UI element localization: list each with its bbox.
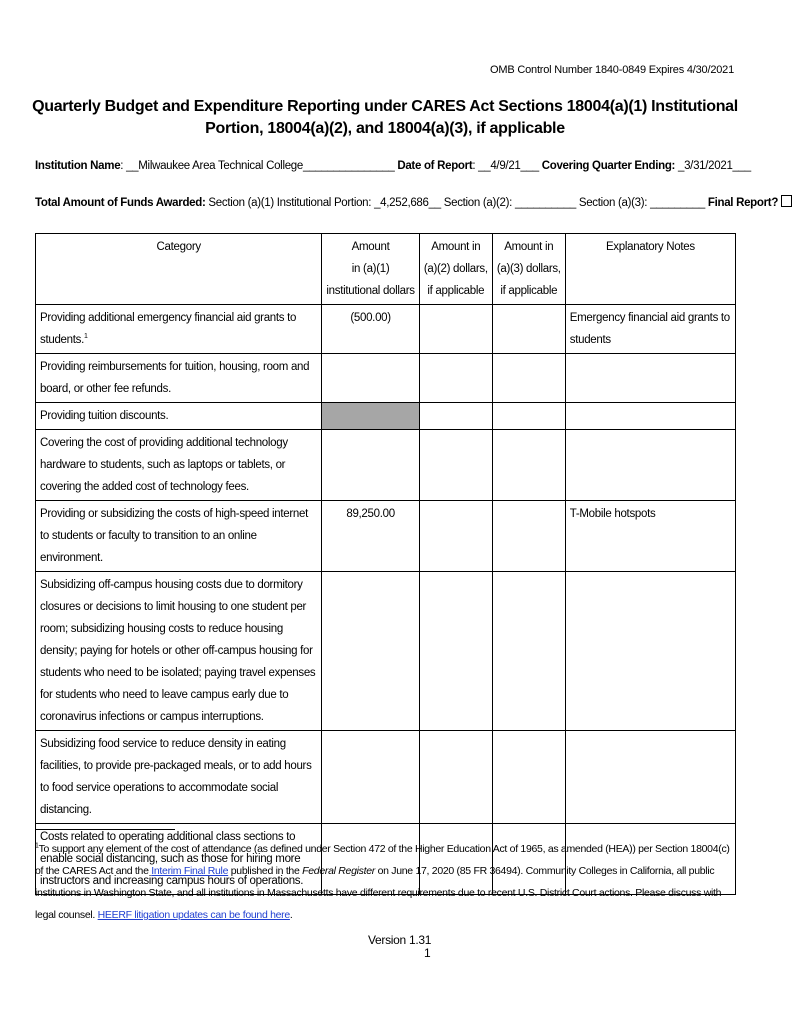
institution-info-line xyxy=(35,160,751,172)
footnote-text-3: on June 17, 2020 (85 FR 36494). Community Colleges in California, all public institutions in Washington State, and all institutions in Massachusetts have different requirements due to recent U.S. District Court actions. Please discuss with legal counsel. xyxy=(35,865,722,921)
category-cell: Costs related to operating additional class sections to enable social distancing, such as those for hiring more instructors and increasing campus hours of operations. xyxy=(36,824,322,895)
interim-final-rule-link[interactable]: Interim Final Rule xyxy=(151,865,229,877)
section-a3-amount: Section (a)(3): _________ xyxy=(575,197,705,209)
category-cell: Providing tuition discounts. xyxy=(36,403,322,430)
amount-a3-cell[interactable] xyxy=(492,354,565,403)
covering-quarter-label: Covering Quarter Ending: xyxy=(541,160,676,172)
header-category-label: Category xyxy=(156,241,201,253)
funds-awarded-line xyxy=(35,195,792,209)
footnote-marker: 1 xyxy=(35,842,39,850)
footnote-text-1: To support any element of the cost of attendance (as defined under Section 472 of the Higher Education Act of 1965, as amended (HEA)) per Section 18004(c) of the CARES Act and the xyxy=(35,843,730,877)
amount-a1-cell[interactable] xyxy=(322,731,419,824)
final-report-label: Final Report? xyxy=(704,197,779,209)
table-row xyxy=(36,403,736,430)
category-text: Providing additional emergency financial aid grants to students. xyxy=(40,312,297,346)
header-a3-line3: if applicable xyxy=(500,285,558,297)
notes-cell[interactable]: Emergency financial aid grants to students xyxy=(565,305,735,354)
header-explanatory-notes xyxy=(565,234,735,305)
header-a3-line1: Amount in xyxy=(504,241,554,253)
amount-a3-cell[interactable] xyxy=(492,501,565,572)
page-title: Quarterly Budget and Expenditure Reporting under CARES Act Sections 18004(a)(1) Institutional Portion, 18004(a)(2), and 18004(a)(3), if applicable xyxy=(32,98,738,137)
category-cell: Covering the cost of providing additional technology hardware to students, such as laptops or tablets, or covering the added cost of technology fees. xyxy=(36,430,322,501)
amount-a2-cell[interactable] xyxy=(419,430,492,501)
footnote-divider xyxy=(35,829,175,830)
category-cell: Providing or subsidizing the costs of high-speed internet to students or faculty to transition to an online environment. xyxy=(36,501,322,572)
notes-cell[interactable] xyxy=(565,572,735,731)
footnote xyxy=(35,838,740,926)
header-a1-line1: Amount xyxy=(351,241,390,253)
amount-a1-cell[interactable] xyxy=(322,572,419,731)
section-a2-amount: Section (a)(2): __________ xyxy=(440,197,576,209)
amount-a3-cell[interactable] xyxy=(492,403,565,430)
category-cell: Subsidizing off-campus housing costs due to dormitory closures or decisions to limit housing to one student per room; subsidizing housing costs to reduce housing density; paying for hotels or other off-campus housing for students who need to be isolated; paying travel expenses for students who need to leave campus early due to coronavirus infections or campus interruptions. xyxy=(36,572,322,731)
amount-a1-cell[interactable]: (500.00) xyxy=(322,305,419,354)
amount-a2-cell[interactable] xyxy=(419,731,492,824)
header-amount-a1 xyxy=(322,234,419,305)
header-amount-a2 xyxy=(419,234,492,305)
covering-quarter-value: _3/31/2021___ xyxy=(675,160,751,172)
footnote-text-2: published in the xyxy=(228,865,303,877)
date-of-report-value: : __4/9/21___ xyxy=(472,160,539,172)
header-a3-line2: (a)(3) dollars, xyxy=(496,263,561,275)
category-cell: Subsidizing food service to reduce density in eating facilities, to provide pre-packaged meals, or to add hours to food service operations to accommodate social distancing. xyxy=(36,731,322,824)
table-header-row xyxy=(36,234,736,305)
category-cell: Providing reimbursements for tuition, housing, room and board, or other fee refunds. xyxy=(36,354,322,403)
notes-cell[interactable] xyxy=(565,731,735,824)
header-a2-line1: Amount in xyxy=(431,241,481,253)
institution-name-value: : __Milwaukee Area Technical College_______________ xyxy=(120,160,395,172)
footnote-text-4: . xyxy=(289,909,293,921)
notes-cell[interactable] xyxy=(565,354,735,403)
header-notes-label: Explanatory Notes xyxy=(605,241,695,253)
table-row xyxy=(36,354,736,403)
amount-a3-cell[interactable] xyxy=(492,430,565,501)
notes-cell[interactable] xyxy=(565,403,735,430)
amount-a1-cell[interactable] xyxy=(322,354,419,403)
category-cell xyxy=(36,305,322,354)
amount-a1-cell[interactable] xyxy=(322,430,419,501)
omb-control-number: OMB Control Number 1840-0849 Expires 4/30/2021 xyxy=(490,64,734,76)
amount-a3-cell[interactable] xyxy=(492,305,565,354)
amount-a3-cell[interactable] xyxy=(492,572,565,731)
date-of-report-label: Date of Report xyxy=(397,160,473,172)
header-a2-line2: (a)(2) dollars, xyxy=(423,263,488,275)
notes-cell[interactable] xyxy=(565,430,735,501)
amount-a2-cell[interactable] xyxy=(419,305,492,354)
header-amount-a3 xyxy=(492,234,565,305)
federal-register-italic: Federal Register xyxy=(302,865,375,877)
amount-a3-cell[interactable] xyxy=(492,731,565,824)
funds-awarded-label: Total Amount of Funds Awarded: xyxy=(35,197,206,209)
table-row xyxy=(36,731,736,824)
version-label: Version 1.31 xyxy=(368,933,432,947)
table-row xyxy=(36,572,736,731)
amount-a2-cell[interactable] xyxy=(419,354,492,403)
amount-a1-cell-shaded xyxy=(322,403,419,430)
header-category xyxy=(36,234,322,305)
final-report-checkbox[interactable] xyxy=(781,195,792,207)
section-a1-amount: Section (a)(1) Institutional Portion: _4,252,686__ xyxy=(205,197,441,209)
notes-cell[interactable]: T-Mobile hotspots xyxy=(565,501,735,572)
budget-table xyxy=(35,233,736,895)
institution-name-label: Institution Name xyxy=(35,160,121,172)
heerf-litigation-link[interactable]: HEERF litigation updates can be found here xyxy=(97,909,290,921)
amount-a2-cell[interactable] xyxy=(419,501,492,572)
amount-a2-cell[interactable] xyxy=(419,572,492,731)
table-row xyxy=(36,501,736,572)
amount-a1-cell[interactable]: 89,250.00 xyxy=(322,501,419,572)
table-row xyxy=(36,305,736,354)
footnote-ref: 1 xyxy=(83,333,88,341)
header-a2-line3: if applicable xyxy=(427,285,485,297)
page-number: 1 xyxy=(424,946,431,960)
amount-a2-cell[interactable] xyxy=(419,403,492,430)
header-a1-line3: institutional dollars xyxy=(326,285,415,297)
header-a1-line2: in (a)(1) xyxy=(351,263,390,275)
table-row xyxy=(36,430,736,501)
